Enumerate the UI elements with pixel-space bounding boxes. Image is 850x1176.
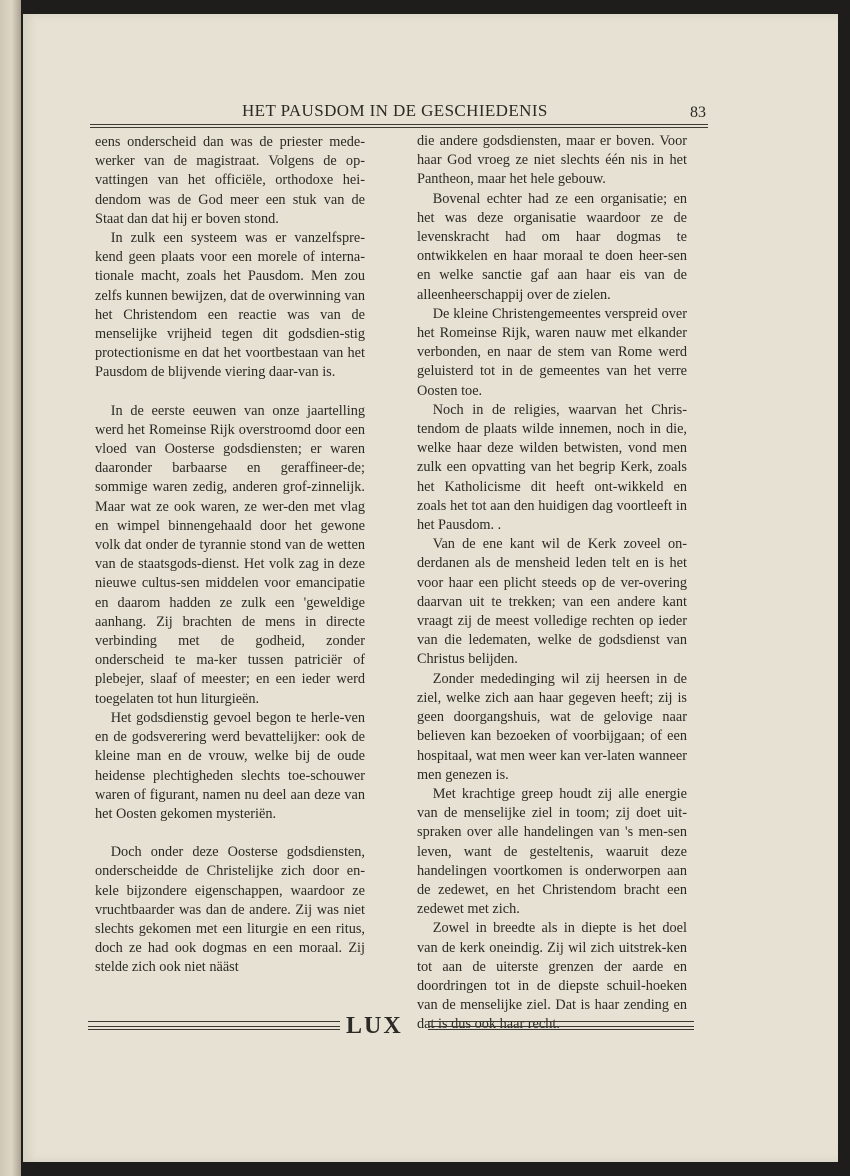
- paragraph: Noch in de religies, waarvan het Chris-tendom de plaats wilde innemen, noch in die, welke haar deze wilden betwisten, vond men zulk een opvatting van het begrip Kerk, zoals het Katholicisme dit heeft ont-wikkeld en zoals het tot aan den huidigen dag voortleeft in het Pausdom. .: [417, 401, 687, 534]
- footer-ornament: [88, 1011, 694, 1041]
- page-number: 83: [690, 104, 706, 121]
- paragraph: Doch onder deze Oosterse godsdiensten, onderscheidde de Christelijke zich door en-kele bijzondere eigenschappen, waardoor ze vruchtbaarder was dan de andere. Zij was niet slechts gekomen met een liturgie en een ritus, doch ze had ook dogmas en een moraal. Zij stelde zich ook niet nääst: [95, 844, 365, 976]
- left-column: [95, 133, 365, 978]
- paragraph: Bovenal echter had ze een organisatie; en het was deze organisatie waardoor ze de levenskracht had om haar dogmas te ontwikkelen en haar moraal te doen heer-sen en welke sanctie gaf aan haar eis van de alleenheerschappij over de zielen.: [417, 190, 687, 303]
- lux-logo: LUX: [346, 1013, 403, 1039]
- paragraph: Zonder mededinging wil zij heersen in de ziel, welke zich aan haar gegeven heeft; zij is geen doorgangshuis, wat de gelovige naar believen kan bezoeken of voorbijgaan; of een hospitaal, wat men weer kan ver-laten wanneer men genezen is.: [417, 670, 687, 783]
- paragraph: Zowel in breedte als in diepte is het doel van de kerk oneindig. Zij wil zich uitstrek-ken tot aan de uiterste grenzen der aarde en doordringen tot in de diepste schuil-hoeken van de menselijke ziel. Dat is haar zending en dat is dus ook haar recht.: [417, 920, 687, 1033]
- page-header: [90, 100, 708, 126]
- footer-rule-left: [88, 1021, 340, 1027]
- header-rule-bottom: [90, 127, 708, 128]
- paragraph: Het godsdienstig gevoel begon te herle-ven en de godsverering werd bevattelijker: ook de kleine man en de vrouw, welke bij de oude heidense plechtigheden slechts toe-schouwer waren of figurant, namen nu deel aan deze van het Oosten gekomen mysteriën.: [95, 709, 365, 822]
- footer-rule-left-thin: [88, 1029, 340, 1031]
- paragraph: De kleine Christengemeentes verspreid over het Romeinse Rijk, waren nauw met elkander verbonden, en naar de stem van Rome werd geluisterd tot in de gemeentes van het verre Oosten toe.: [417, 305, 687, 399]
- header-rule-top: [90, 124, 708, 125]
- paragraph: die andere godsdiensten, maar er boven. Voor haar God vroeg ze niet slechts één nis in het Pantheon, maar het hele gebouw.: [417, 133, 687, 188]
- paragraph: In zulk een systeem was er vanzelfspre-kend geen plaats voor een morele of interna-tionale macht, zoals het Pausdom. Men zou zelfs kunnen bewijzen, dat de overwinning van het Christendom een reactie was van de menselijke vrijheid tegen dit godsdien-stig protectionisme en dat het voortbestaan van het Pausdom de blijvende viering daar-van is.: [95, 230, 365, 381]
- paragraph: Met krachtige greep houdt zij alle energie van de menselijke ziel in toom; zij doet uit-spraken over alle handelingen van 's men-sen leven, want de gesteltenis, waaruit deze handelingen voortkomen is onderworpen aan de zedewet, en het Christendom bracht een zedewet met zich.: [417, 785, 687, 918]
- paragraph: eens onderscheid dan was de priester mede-werker van de magistraat. Volgens de op-vattingen van het officiële, orthodoxe hei-dendom was de God meer een stuk van de Staat dan dat hij er boven stond.: [95, 134, 365, 227]
- previous-page-edge: [0, 0, 21, 1176]
- footer-rule-right-thin: [428, 1029, 694, 1031]
- footer-rule-right: [428, 1021, 694, 1027]
- running-title: HET PAUSDOM IN DE GESCHIEDENIS: [242, 101, 548, 120]
- paragraph: In de eerste eeuwen van onze jaartelling werd het Romeinse Rijk overstroomd door een vloed van Oosterse godsdiensten; er waren daaronder barbaarse en geraffineer-de; sommige waren zedig, anderen grof-zinnelijk. Maar wat ze ook waren, ze wer-den met vlag en wimpel binnengehaald door het gewone volk dat onder de tyrannie stond van de wetten van de staatsgods-dienst. Het volk zag in deze nieuwe cultus-sen middelen voor emancipatie en daarom hadden ze zulk een 'geweldige aanhang. Zij brachten de mens in directe verbinding met de godheid, zonder onderscheid te ma-ker tussen patriciër of plebejer, slaaf of meester; en een ieder werd toegelaten tot hun liturgieën.: [95, 402, 365, 707]
- right-column: [417, 132, 687, 1035]
- paragraph: Van de ene kant wil de Kerk zoveel on-derdanen als de mensheid leden telt en is het voor haar een plicht steeds op de ver-overing daarvan uit te trekken; van een andere kant vraagt zij de meest volledige rechten op ieder van die ledematen, welke de godsdienst van Christus belijden.: [417, 536, 687, 668]
